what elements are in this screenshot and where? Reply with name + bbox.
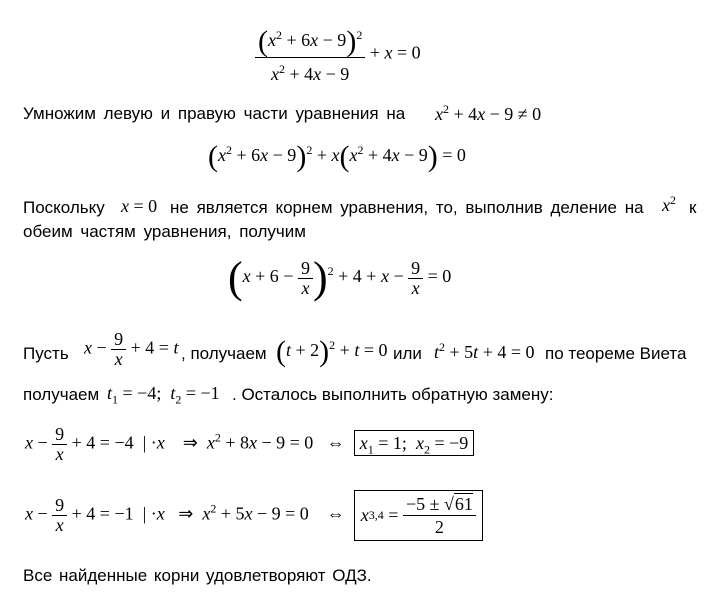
text-line-2c: к	[689, 198, 697, 217]
math-roots-t: $t_1 = -4$; $t_2 = -1$	[107, 383, 220, 407]
math-x-squared: $x^2$	[662, 193, 676, 215]
equation-4: x − $\frac{9}{x}$ + 4 = −4 | ·x ⇒ $x^2 + 8x - 9 = 0$ ⇔ $x_1 = 1$; $x_2 = -9$	[25, 425, 474, 464]
equation-3: (x + 6 − $\frac{9}{x}$ )$^2$ + 4 + x − $\frac{9}{x}$ = 0	[228, 253, 452, 302]
text-line-4d: по теореме Виета	[545, 344, 687, 363]
text-line-6: Все найденные корни удовлетворяют ОДЗ.	[23, 566, 372, 585]
math-t-eq: $(t + 2)^2 + t = 0$	[276, 335, 388, 368]
text-line-2b: не является корнем уравнения, то, выполнив деление на	[170, 198, 644, 217]
text-line-5b: . Осталось выполнить обратную замену:	[232, 385, 554, 404]
text-line-5a: получаем	[23, 385, 100, 404]
text-line-2a: Поскольку	[23, 198, 105, 217]
equation-1: $\frac{(x^2 + 6x - 9)^2}{x^2 + 4x - 9}$ + x = 0	[255, 24, 421, 85]
text-line-4c: или	[393, 344, 422, 363]
equation-5: x − $\frac{9}{x}$ + 4 = −1 | ·x ⇒ $x^2 + 5x - 9 = 0$ ⇔ x 3,4 = $\frac{-5 \pm √61}{2}$	[25, 490, 483, 541]
text-line-3: обеим частям уравнения, получим	[23, 222, 306, 241]
math-substitution: x − $\frac{9}{x}$ + 4 = t	[84, 329, 179, 369]
text-line-4a: Пусть	[23, 344, 69, 363]
math-quadratic-t: $t^2 + 5t + 4 = 0$	[434, 340, 535, 362]
text-line-4b: , получаем	[181, 344, 267, 363]
equation-2: $(x^2 + 6x - 9)^2 + x(x^2 + 4x - 9) = 0$	[208, 140, 466, 173]
math-condition: $x^2 + 4x - 9 \ne 0$	[435, 102, 542, 124]
math-x-zero: x = 0	[121, 196, 158, 216]
text-line-1: Умножим левую и правую части уравнения на	[23, 104, 406, 123]
